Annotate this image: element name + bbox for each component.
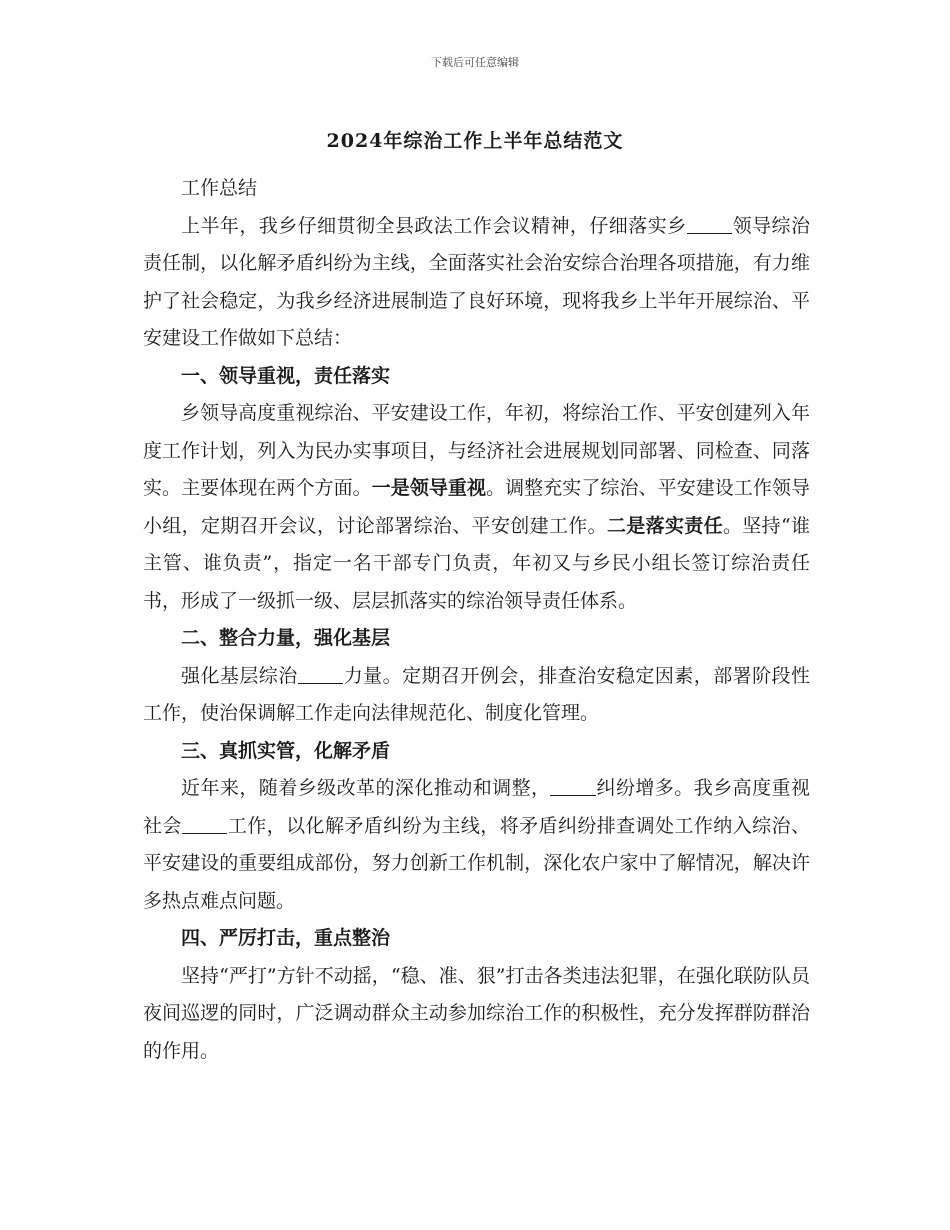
section-4-heading: 四、严厉打击，重点整治: [181, 927, 391, 949]
section-3-text-1: 近年来，随着乡级改革的深化推动和调整，: [181, 777, 551, 799]
section-1-text-3: 。坚持“谁主管、谁负责”，指定一名干部专门负责，年初又与乡民小组长签订综治责任书，形成了一级抓一级、层层抓落实的综治领导责任体系。: [143, 514, 810, 612]
fill-blank: [298, 664, 344, 684]
fill-blank: [550, 776, 596, 796]
section-3-text-3: 工作，以化解矛盾纠纷为主线，将矛盾纠纷排查调处工作纳入综治、平安建设的重要组成部份，努力创新工作机制，深化农户家中了解情况，解决许多热点难点问题。: [143, 814, 810, 912]
section-1-bold-1: 一是领导重视: [371, 477, 487, 499]
section-2-heading: 二、整合力量，强化基层: [181, 627, 391, 649]
section-1-text-2: 。调整充实了综治、平安建设工作领导小组，定期召开会议，讨论部署综治、平安创建工作。: [143, 477, 810, 537]
intro-text-2: 领导综治责任制，以化解矛盾纠纷为主线，全面落实社会治安综合治理各项措施，有力维护了社会稳定，为我乡经济进展制造了良好环境，现将我乡上半年开展综治、平安建设工作做如下总结：: [143, 214, 810, 349]
section-1-bold-2: 二是落实责任: [606, 514, 723, 537]
section-3-heading: 三、真抓实管，化解矛盾: [181, 739, 391, 762]
fill-blank: [687, 214, 733, 234]
intro-paragraph: [143, 208, 810, 358]
section-1-paragraph: [143, 395, 810, 620]
section-1-heading: 一、领导重视，责任落实: [181, 364, 391, 387]
section-2-text-2: 力量。定期召开例会，排查治安稳定因素，部署阶段性工作，使治保调解工作走向法律规范化、制度化管理。: [143, 664, 810, 724]
section-2-text-1: 强化基层综治: [181, 664, 298, 687]
section-2-paragraph: [143, 658, 810, 733]
intro-text-1: 上半年，我乡仔细贯彻全县政法工作会议精神，仔细落实乡: [181, 214, 687, 237]
section-1-text-1: 乡领导高度重视综治、平安建设工作，年初，将综治工作、平安创建列入年度工作计划，列入为民办实事项目，与经济社会进展规划同部署、同检查、同落实。主要体现在两个方面。: [143, 402, 810, 499]
section-3-text-2: 纠纷增多。我乡高度重视社会: [143, 777, 810, 837]
document-label: 工作总结: [181, 177, 258, 199]
section-4-paragraph: 坚持“严打”方针不动摇，“稳、准、狠”打击各类违法犯罪，在强化联防队员夜间巡逻的同时，广泛调动群众主动参加综治工作的积极性，充分发挥群防群治的作用。: [143, 964, 810, 1062]
page-header-note: 下载后可任意编辑: [431, 56, 519, 69]
fill-blank: [182, 814, 228, 834]
document-body: [143, 170, 810, 1070]
section-3-paragraph: [143, 770, 810, 920]
document-title: 2024年综治工作上半年总结范文: [326, 130, 624, 152]
